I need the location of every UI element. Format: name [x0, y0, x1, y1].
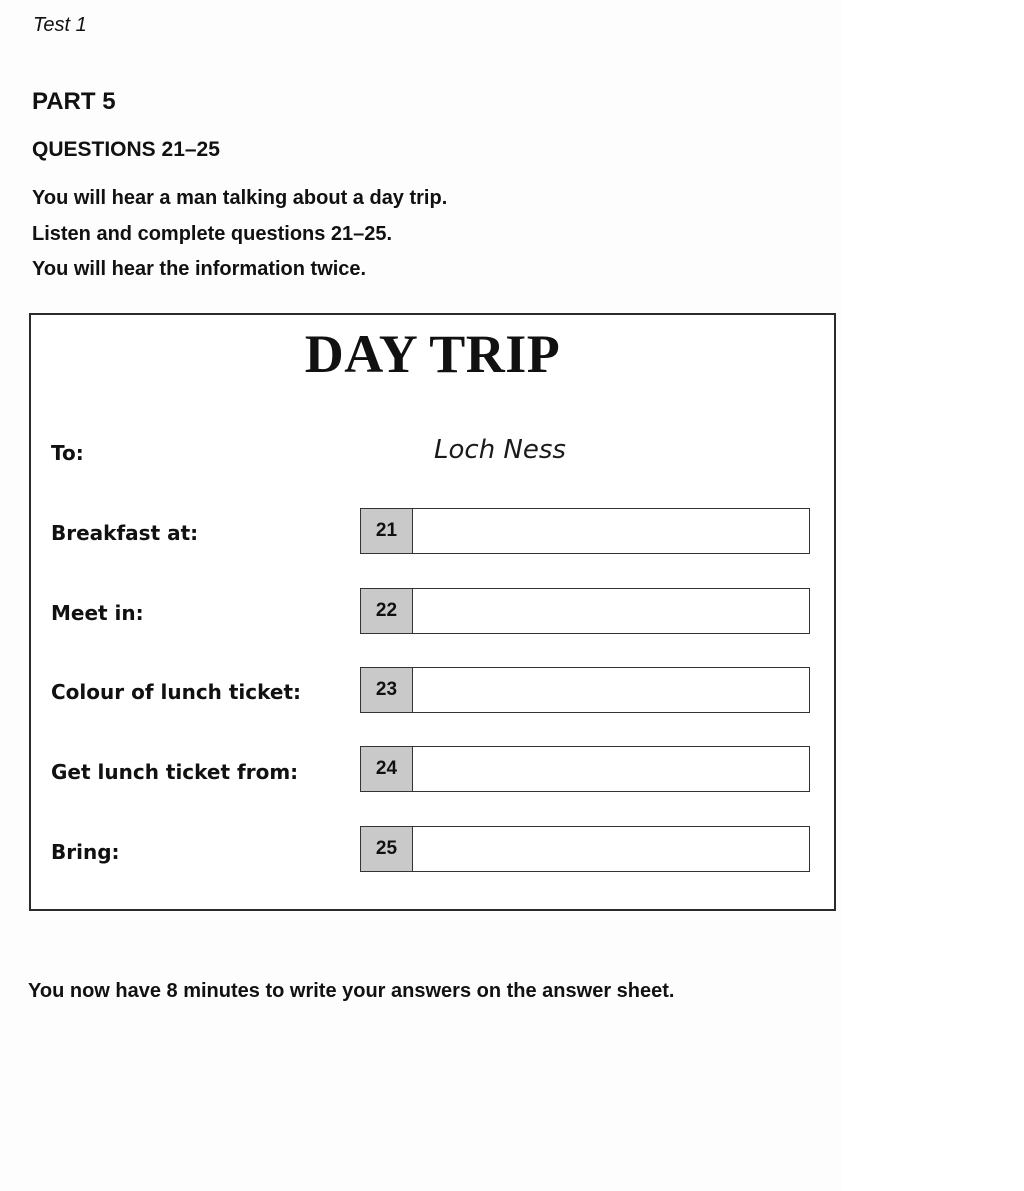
- answer-blank[interactable]: [413, 747, 809, 791]
- answer-field-25[interactable]: [360, 826, 810, 872]
- day-trip-form: [29, 313, 836, 911]
- question-number: 23: [361, 668, 413, 712]
- part-title: PART 5: [32, 88, 116, 115]
- answer-field-24[interactable]: [360, 746, 810, 792]
- example-label: To:: [51, 441, 84, 465]
- answer-blank[interactable]: [413, 509, 809, 553]
- question-number: 24: [361, 747, 413, 791]
- closing-instruction: You now have 8 minutes to write your answers on the answer sheet.: [28, 980, 675, 1002]
- row-label-ticket-from: Get lunch ticket from:: [51, 760, 299, 784]
- row-label-meet: Meet in:: [51, 601, 144, 625]
- form-title: DAY TRIP: [304, 324, 561, 384]
- example-answer: Loch Ness: [434, 435, 566, 465]
- answer-field-22[interactable]: [360, 588, 810, 634]
- test-label: Test 1: [33, 14, 87, 36]
- answer-blank[interactable]: [413, 668, 809, 712]
- answer-field-21[interactable]: [360, 508, 810, 554]
- answer-field-23[interactable]: [360, 667, 810, 713]
- answer-blank[interactable]: [413, 827, 809, 871]
- question-number: 25: [361, 827, 413, 871]
- row-label-bring: Bring:: [51, 840, 120, 864]
- question-number: 21: [361, 509, 413, 553]
- instruction-line: Listen and complete questions 21–25.: [32, 223, 393, 245]
- question-number: 22: [361, 589, 413, 633]
- questions-title: QUESTIONS 21–25: [32, 138, 220, 161]
- instruction-line: You will hear the information twice.: [32, 258, 367, 280]
- row-label-breakfast: Breakfast at:: [51, 521, 199, 545]
- instruction-line: You will hear a man talking about a day trip.: [32, 187, 448, 209]
- answer-blank[interactable]: [413, 589, 809, 633]
- row-label-colour: Colour of lunch ticket:: [51, 680, 302, 704]
